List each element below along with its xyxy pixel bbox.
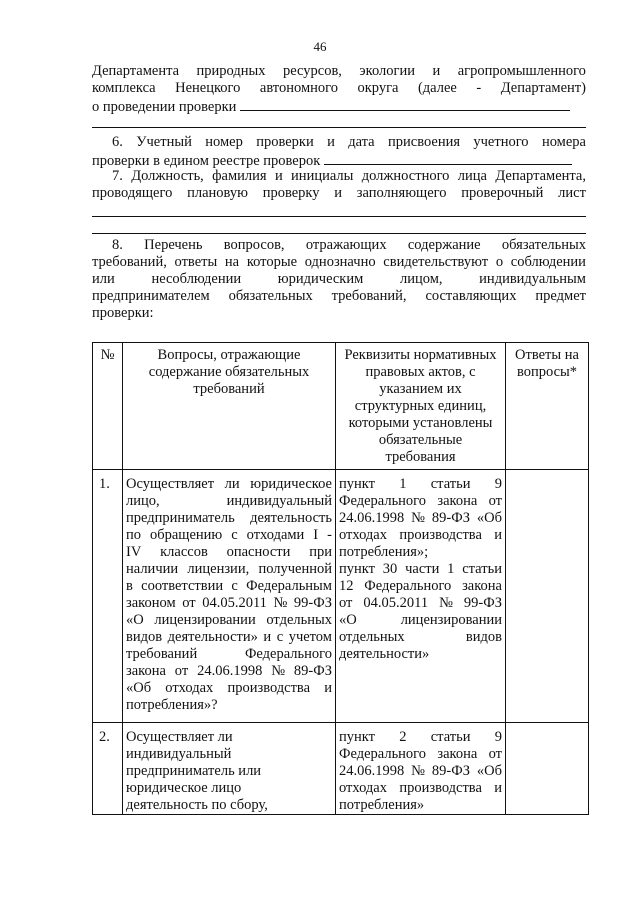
row-number: 2. xyxy=(93,723,123,815)
row-number: 1. xyxy=(93,470,123,723)
question-cell-line: закона от 24.06.1998 № 89-ФЗ xyxy=(126,663,332,679)
question-cell-line: «О лицензировании отдельных xyxy=(126,612,332,628)
header-questions: Вопросы, отражающие содержание обязательных требований xyxy=(123,343,336,470)
intro-line-1: Департамента природных ресурсов, экологии и агропромышленного xyxy=(92,63,586,79)
blank-line-1[interactable] xyxy=(92,127,586,128)
item-6-line-1: 6. Учетный номер проверки и дата присвоения учетного номера xyxy=(112,134,586,150)
question-cell-line: юридическое лицо xyxy=(126,780,242,796)
blank-line-3[interactable] xyxy=(92,233,586,234)
item-8-line-2: требований, ответы на которые однозначно свидетельствуют о соблюдении xyxy=(92,254,586,270)
item-7-line-2: проводящего плановую проверку и заполняющего проверочный лист xyxy=(92,185,586,201)
question-cell-line: деятельность по сбору, xyxy=(126,797,268,813)
question-cell-line: Осуществляет ли xyxy=(126,729,233,745)
inspection-registry-number-field[interactable] xyxy=(324,151,572,165)
requisites-cell-line: пункт 1 статьи 9 xyxy=(339,476,502,492)
requisites-cell-line: пункт 2 статьи 9 xyxy=(339,729,502,745)
item-8-line-3: или несоблюдении юридическим лицом, индивидуальным xyxy=(92,271,586,287)
intro-line-3: о проведении проверки xyxy=(92,97,586,116)
question-cell-line: наличии лицензии, полученной xyxy=(126,561,332,577)
requisites-cell-line: 24.06.1998 № 89-ФЗ «Об xyxy=(339,510,502,526)
requisites-cell-line: потребления»; xyxy=(339,544,429,560)
requisites-cell-line: Федерального закона от xyxy=(339,493,502,509)
requisites-cell xyxy=(336,723,506,815)
inspection-basis-field[interactable] xyxy=(240,97,570,111)
item-6-paragraph xyxy=(92,134,586,170)
requisites-cell-line: Федерального закона от xyxy=(339,746,502,762)
question-cell-line: IV классов опасности при xyxy=(126,544,332,560)
question-cell xyxy=(123,470,336,723)
question-cell-line: потребления»? xyxy=(126,697,218,713)
requisites-cell-line: 24.06.1998 № 89-ФЗ «Об xyxy=(339,763,502,779)
question-cell-line: видов деятельности» и с учетом xyxy=(126,629,332,645)
requisites-cell-line: 12 Федерального закона xyxy=(339,578,502,594)
item-8-line-5: проверки: xyxy=(92,305,154,321)
item-7-line-1: 7. Должность, фамилия и инициалы должностного лица Департамента, xyxy=(112,168,586,184)
table-row xyxy=(93,470,589,723)
question-cell-line: предприниматель или xyxy=(126,763,262,779)
question-cell-line: предприниматель деятельность xyxy=(126,510,332,526)
requisites-cell-line: пункт 30 части 1 статьи xyxy=(339,561,502,577)
question-cell xyxy=(123,723,336,815)
requisites-cell-line: от 04.05.2011 № 99-ФЗ xyxy=(339,595,502,611)
question-cell-line: «Об отходах производства и xyxy=(126,680,332,696)
item-8-line-1: 8. Перечень вопросов, отражающих содержание обязательных xyxy=(112,237,586,253)
requisites-cell xyxy=(336,470,506,723)
requisites-cell-line: деятельности» xyxy=(339,646,430,662)
header-number: № xyxy=(93,343,123,470)
blank-line-2[interactable] xyxy=(92,216,586,217)
requisites-cell-line: отходах производства и xyxy=(339,527,502,543)
question-cell-line: Осуществляет ли юридическое xyxy=(126,476,332,492)
question-cell-line: индивидуальный xyxy=(126,746,232,762)
table-row xyxy=(93,723,589,815)
question-cell-line: лицо, индивидуальный xyxy=(126,493,332,509)
question-cell-line: по обращению с отходами I - xyxy=(126,527,332,543)
item-8-paragraph xyxy=(92,237,586,322)
question-cell-line: требований Федерального xyxy=(126,646,332,662)
header-requisites: Реквизиты нормативных правовых актов, с указанием их структурных единиц, которыми установлены обязательные требования xyxy=(336,343,506,470)
question-cell-line: законом от 04.05.2011 № 99-ФЗ xyxy=(126,595,332,611)
item-8-line-4: предпринимателем обязательных требований, составляющих предмет xyxy=(92,288,586,304)
table-header-row xyxy=(93,343,589,470)
requisites-cell-line: «О лицензировании xyxy=(339,612,502,628)
requisites-cell-line: отходах производства и xyxy=(339,780,502,796)
page-number: 46 xyxy=(313,39,327,54)
answer-cell[interactable] xyxy=(506,723,589,815)
requisites-cell-line: потребления» xyxy=(339,797,425,813)
item-6-line-2: проверки в едином реестре проверок xyxy=(92,151,586,170)
question-cell-line: в соответствии с Федеральным xyxy=(126,578,332,594)
intro-line-2: комплекса Ненецкого автономного округа (далее - Департамент) xyxy=(92,80,586,96)
header-answers: Ответы на вопросы* xyxy=(506,343,589,470)
answer-cell[interactable] xyxy=(506,470,589,723)
intro-paragraph xyxy=(92,63,586,116)
checklist-table xyxy=(92,342,589,815)
item-7-paragraph xyxy=(92,168,586,202)
requisites-cell-line: отдельных видов xyxy=(339,629,502,645)
